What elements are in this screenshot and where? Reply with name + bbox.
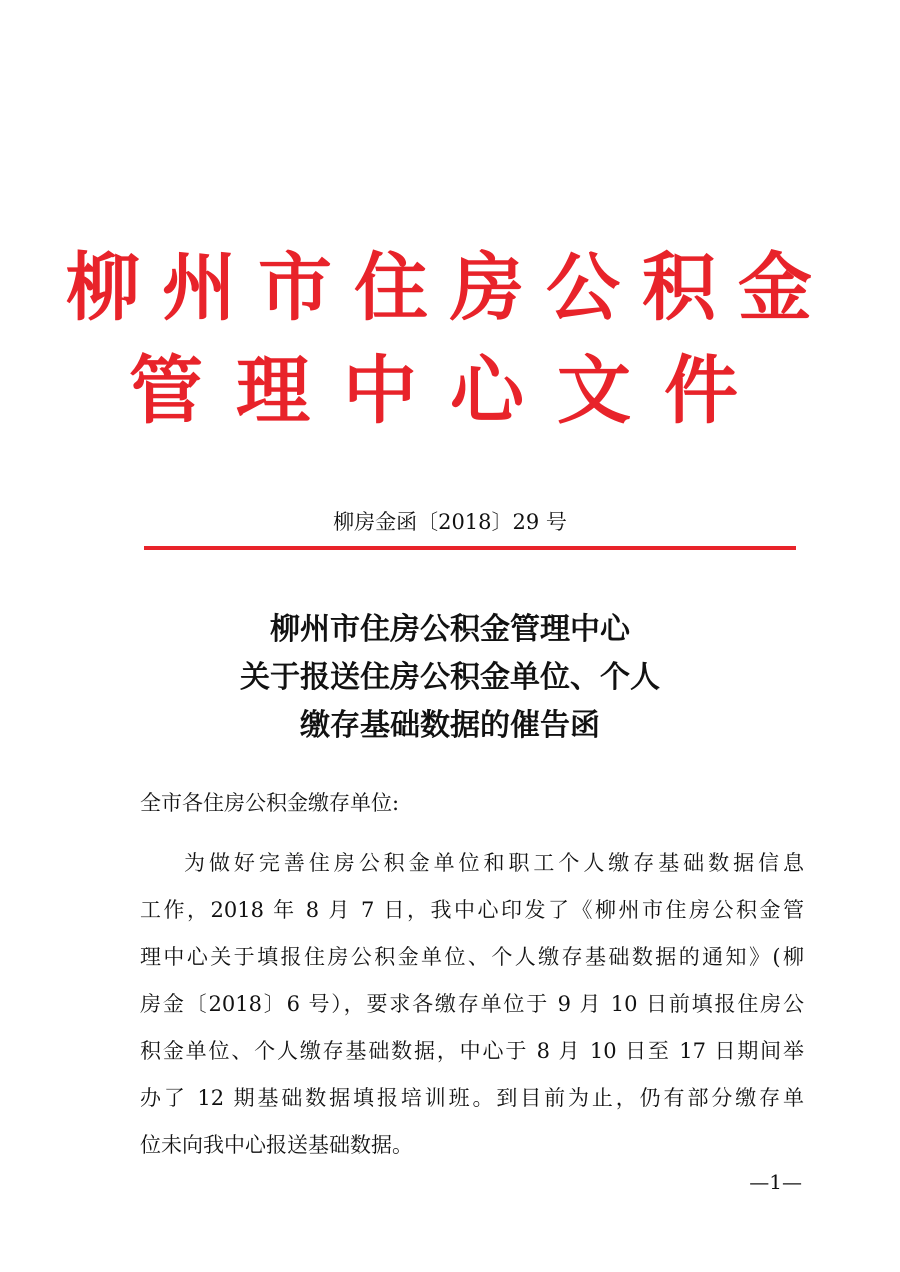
masthead-line-2: 管理中心文件 [129,348,771,434]
title-line-2: 关于报送住房公积金单位、个人 [240,660,660,695]
body-paragraph [140,840,804,1169]
body-line: 房金〔2018〕6 号），要求各缴存单位于 9 月 10 日前填报住房公 [140,992,804,1016]
masthead-line-1: 柳州市住房公积金 [66,245,834,331]
body-line: 为做好完善住房公积金单位和职工个人缴存基础数据信息 [184,851,804,875]
body-line: 工作，2018 年 8 月 7 日，我中心印发了《柳州市住房公积金管 [140,898,804,922]
salutation: 全市各住房公积金缴存单位: [140,791,400,815]
body-line: 办了 12 期基础数据填报培训班。到目前为止，仍有部分缴存单 [140,1086,804,1110]
body-line: 理中心关于填报住房公积金单位、个人缴存基础数据的通知》(柳 [140,945,804,969]
red-divider-line [144,546,796,550]
title-line-3: 缴存基础数据的催告函 [300,708,600,743]
document-title [0,606,900,750]
document-number: 柳房金函〔2018〕29 号 [333,510,567,534]
title-line-1: 柳州市住房公积金管理中心 [270,612,630,647]
body-line: 积金单位、个人缴存基础数据，中心于 8 月 10 日至 17 日期间举 [140,1039,804,1063]
body-line: 位未向我中心报送基础数据。 [140,1133,413,1157]
page-number: —1— [749,1170,802,1194]
